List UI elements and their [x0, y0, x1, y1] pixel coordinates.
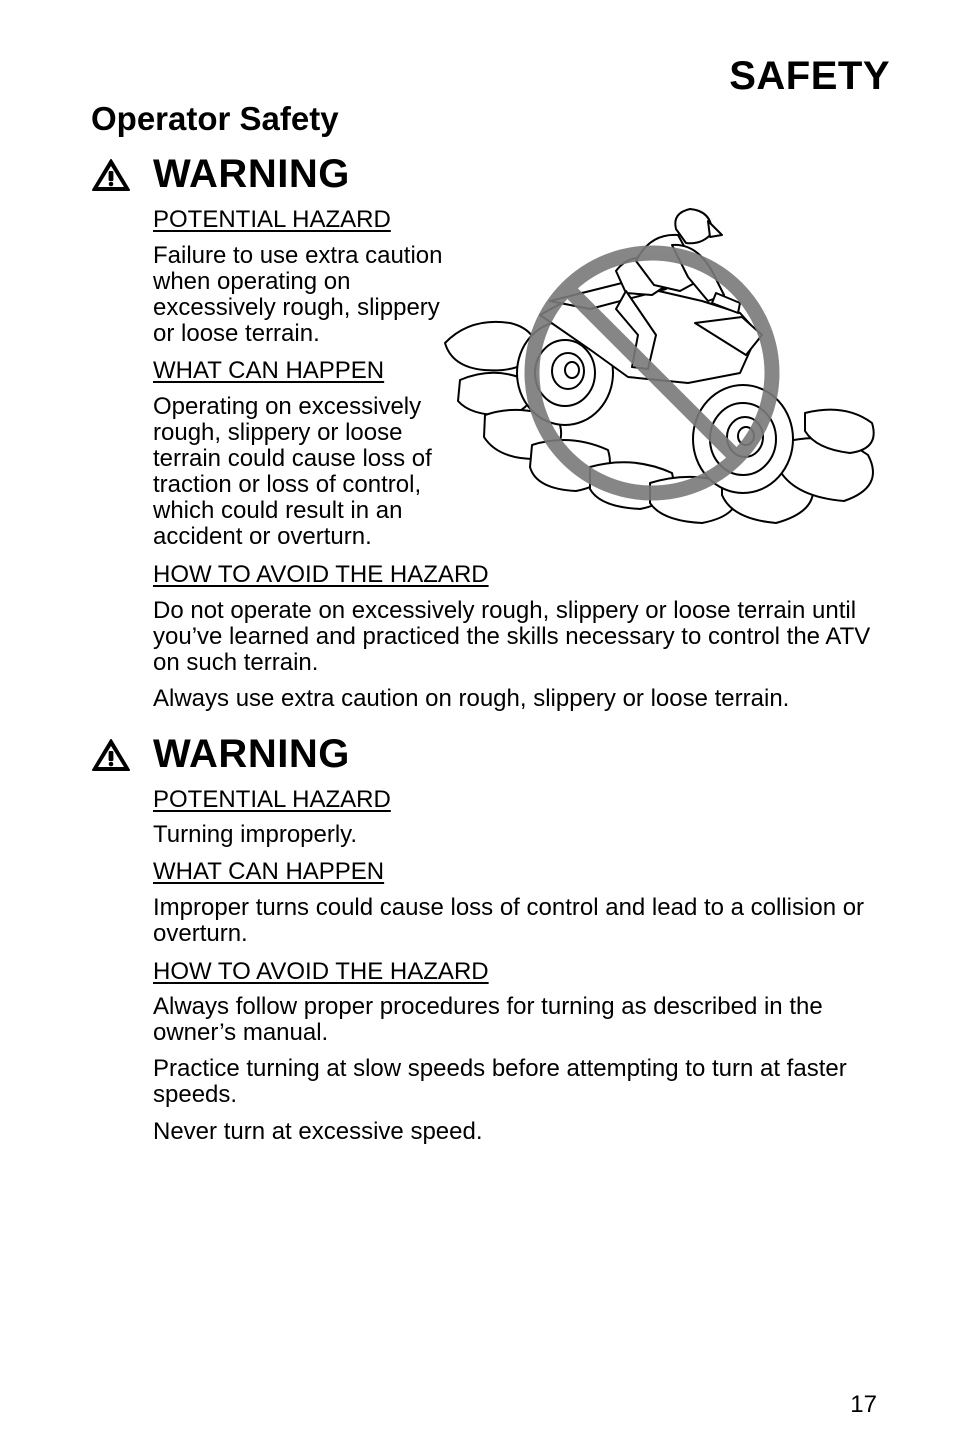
page-number: 17	[850, 1391, 877, 1418]
how-to-avoid-label: HOW TO AVOID THE HAZARD	[153, 561, 489, 588]
atv-on-rough-terrain-prohibited-icon	[440, 205, 890, 540]
how-to-avoid-text: Do not operate on excessively rough, slippery or loose terrain until you’ve learned and practiced the skills necessary to control the ATV on such terrain.	[153, 597, 871, 676]
how-to-avoid-text: Practice turning at slow speeds before attempting to turn at faster speeds.	[153, 1055, 847, 1108]
how-to-avoid-text: Always use extra caution on rough, slippery or loose terrain.	[153, 685, 790, 712]
subsection-title: Operator Safety	[91, 100, 339, 137]
what-can-happen-text: Improper turns could cause loss of control and lead to a collision or overturn.	[153, 894, 865, 947]
potential-hazard-text: Failure to use extra caution when operating on excessively rough, slippery or loose terrain.	[153, 242, 443, 347]
how-to-avoid-text: Never turn at excessive speed.	[153, 1118, 483, 1145]
what-can-happen-text: Operating on excessively rough, slippery or loose terrain could cause loss of traction or loss of control, which could result in an accident or overturn.	[153, 393, 432, 550]
what-can-happen-label: WHAT CAN HAPPEN	[153, 357, 385, 384]
warning-heading	[91, 152, 350, 197]
potential-hazard-text: Turning improperly.	[153, 821, 358, 848]
potential-hazard-label: POTENTIAL HAZARD	[153, 206, 391, 233]
potential-hazard-label: POTENTIAL HAZARD	[153, 786, 391, 813]
warning-heading	[91, 732, 350, 777]
how-to-avoid-label: HOW TO AVOID THE HAZARD	[153, 958, 489, 985]
warning-title: WARNING	[153, 152, 350, 196]
what-can-happen-label: WHAT CAN HAPPEN	[153, 858, 385, 885]
warning-triangle-icon	[91, 158, 131, 192]
warning-title: WARNING	[153, 732, 350, 776]
warning-triangle-icon	[91, 738, 131, 772]
section-title: SAFETY	[729, 54, 890, 98]
how-to-avoid-text: Always follow proper procedures for turning as described in the owner’s manual.	[153, 993, 823, 1046]
